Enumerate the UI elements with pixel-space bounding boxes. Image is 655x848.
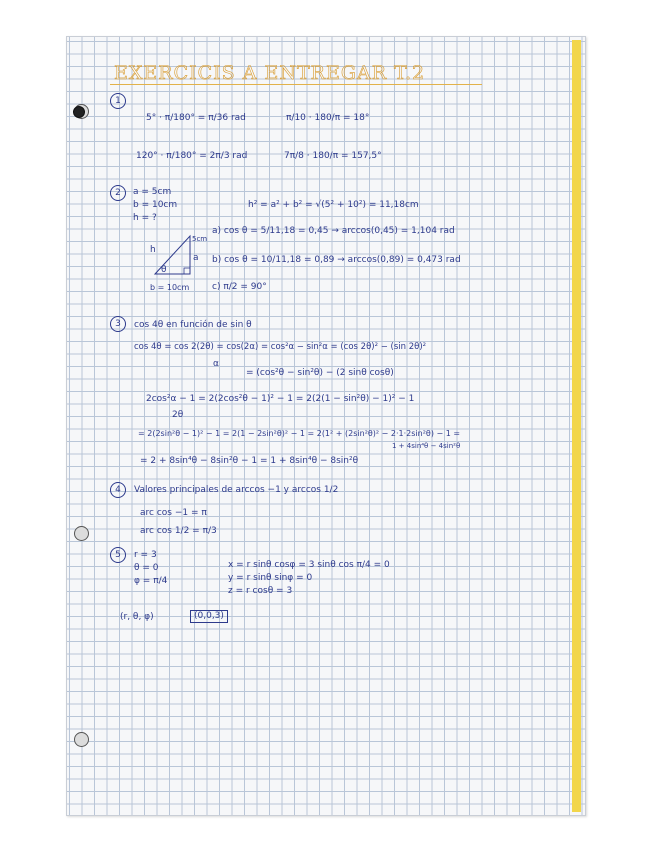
page-edge-highlight <box>572 40 581 812</box>
ex3-line3-note: 2θ <box>172 410 184 420</box>
binder-hole-middle <box>74 526 89 541</box>
exercise-4-number: 4 <box>110 482 126 498</box>
exercise-5-number: 5 <box>110 547 126 563</box>
ex2-hypotenuse: h² = a² + b² = √(5² + 10²) = 11,18cm <box>248 200 419 210</box>
triangle-label-a: a <box>193 253 199 263</box>
ex4-line2: arc cos 1/2 = π/3 <box>140 526 217 536</box>
ex5-coords-value: (0,0,3) <box>190 610 228 623</box>
ex1-row2-right: 7π/8 · 180/π = 157,5° <box>284 151 382 161</box>
triangle-label-5cm: 5cm <box>192 235 208 243</box>
ex3-line5: = 2 + 8sin⁴θ − 8sin²θ − 1 = 1 + 8sin⁴θ − 8sin²θ <box>140 456 359 466</box>
ex2-part-a: a) cos θ = 5/11,18 = 0,45 → arccos(0,45) = 1,104 rad <box>212 226 455 236</box>
ex5-theta: θ = 0 <box>134 563 159 573</box>
ex1-row1-left: 5° · π/180° = π/36 rad <box>146 113 246 123</box>
ex4-line1: arc cos −1 = π <box>140 508 207 518</box>
ex3-line2: = (cos²θ − sin²θ) − (2 sinθ cosθ) <box>246 368 394 378</box>
exercise-2-number: 2 <box>110 185 126 201</box>
ex2-part-c: c) π/2 = 90° <box>212 282 267 292</box>
ex5-x: x = r sinθ cosφ = 3 sinθ cos π/4 = 0 <box>228 560 390 570</box>
ex1-row1-right: π/10 · 180/π = 18° <box>286 113 370 123</box>
ex4-statement: Valores principales de arccos −1 y arccos 1/2 <box>134 485 339 495</box>
binder-hole-bottom <box>74 732 89 747</box>
ex5-r: r = 3 <box>134 550 157 560</box>
ex3-line4: = 2(2sin²θ − 1)² − 1 = 2(1 − 2sin²θ)² − 1 = 2(1² + (2sin²θ)² − 2·1·2sin²θ) − 1 = <box>138 429 461 438</box>
ex3-line1: cos 4θ = cos 2(2θ) = cos(2α) = cos²α − sin²α = (cos 2θ)² − (sin 2θ)² <box>134 342 427 352</box>
page-title: EXERCICIS A ENTREGAR T.2 <box>114 62 426 84</box>
ex1-row2-left: 120° · π/180° = 2π/3 rad <box>136 151 248 161</box>
ex3-line3: 2cos²α − 1 = 2(2cos²θ − 1)² − 1 = 2(2(1 − sin²θ) − 1)² − 1 <box>146 394 415 404</box>
ex5-coords-label: (r, θ, φ) <box>120 612 154 622</box>
ex2-part-b: b) cos θ = 10/11,18 = 0,89 → arccos(0,89) = 0,473 rad <box>212 255 461 265</box>
ex5-phi: φ = π/4 <box>134 576 168 586</box>
binder-hole-top-shadow <box>73 106 85 118</box>
ex3-line4-note: 1 + 4sin⁴θ − 4sin²θ <box>392 442 461 450</box>
triangle-label-theta: θ <box>161 265 167 275</box>
ex2-given-h: h = ? <box>133 213 157 223</box>
title-underline <box>110 84 482 85</box>
exercise-3-number: 3 <box>110 316 126 332</box>
ex2-given-a: a = 5cm <box>133 187 172 197</box>
triangle-label-b: b = 10cm <box>150 283 190 292</box>
ex3-alpha-note: α <box>213 359 219 369</box>
ex2-given-b: b = 10cm <box>133 200 178 210</box>
triangle-label-h: h <box>150 245 156 255</box>
ex3-statement: cos 4θ en función de sin θ <box>134 320 252 330</box>
ex5-y: y = r sinθ sinφ = 0 <box>228 573 313 583</box>
exercise-1-number: 1 <box>110 93 126 109</box>
ex5-z: z = r cosθ = 3 <box>228 586 293 596</box>
